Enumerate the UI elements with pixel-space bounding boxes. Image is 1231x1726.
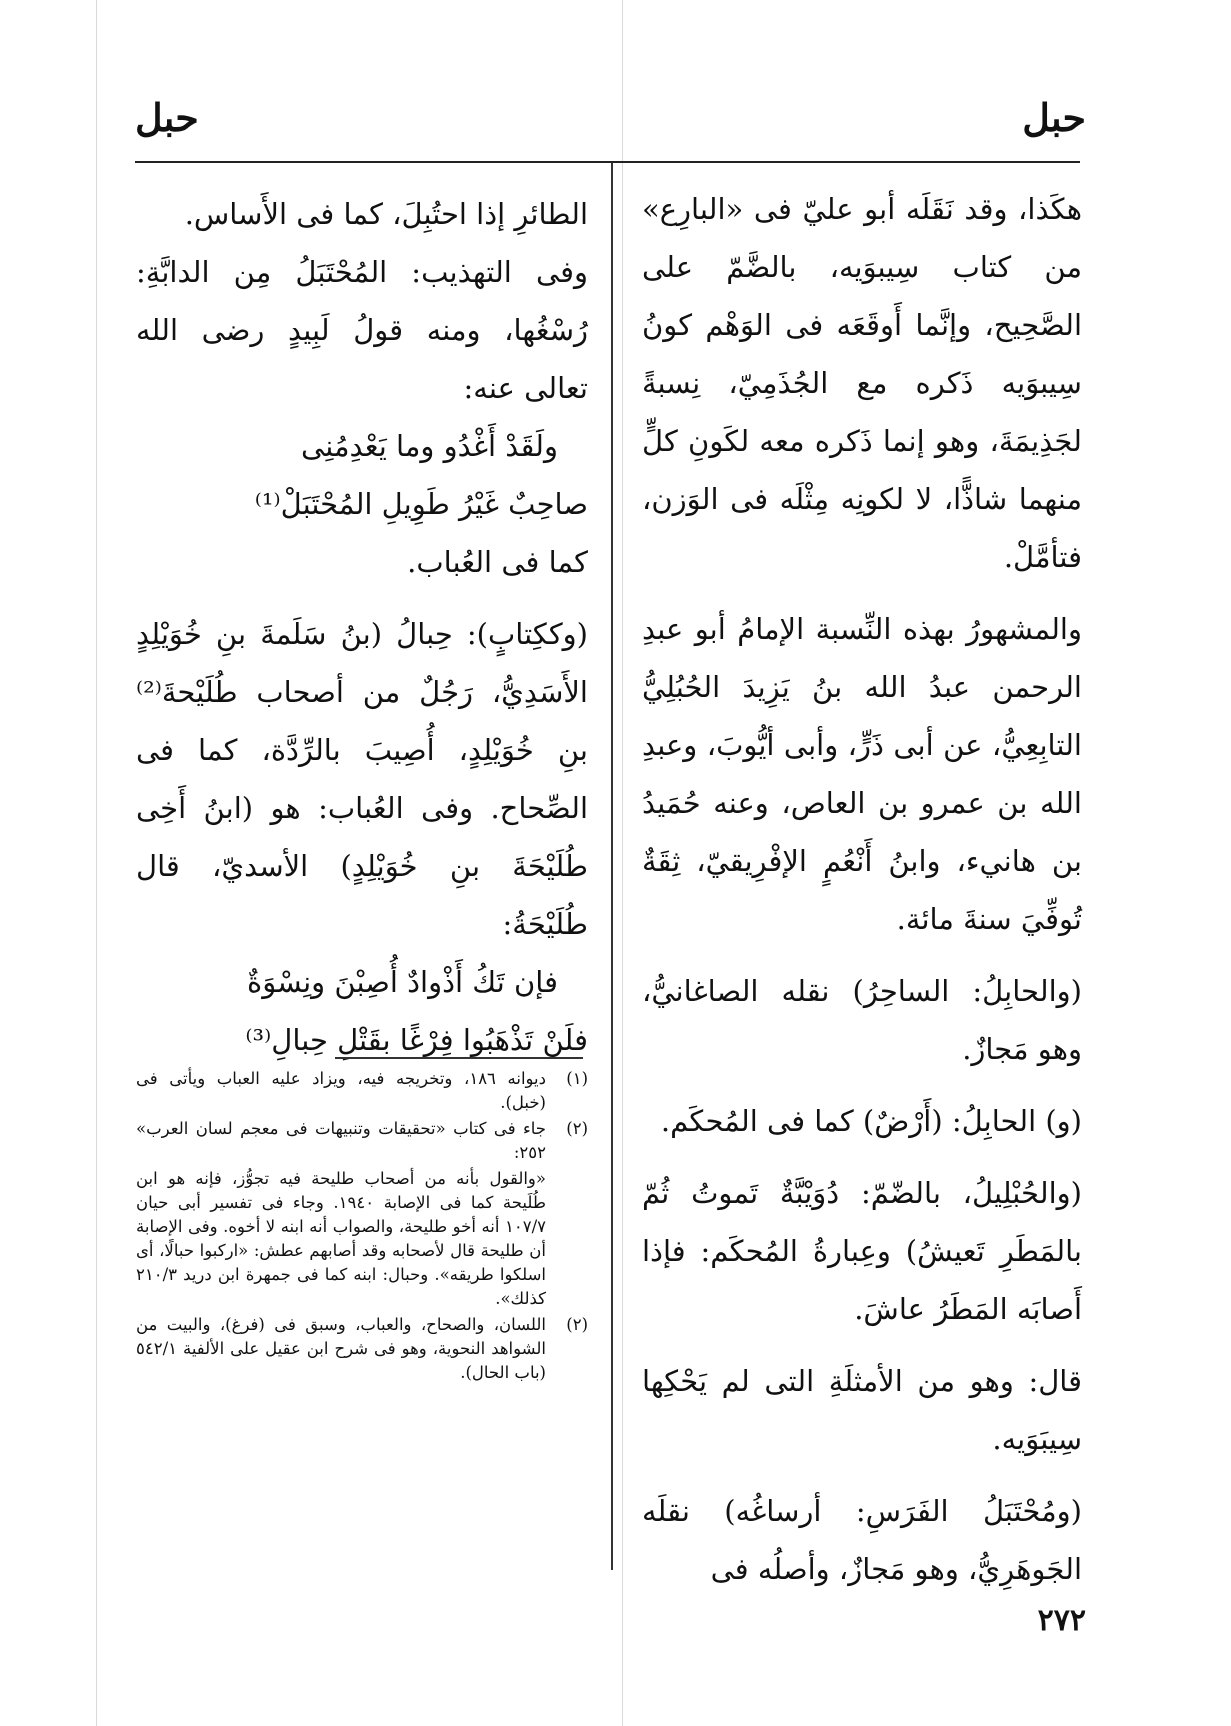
verse (136, 953, 588, 1069)
paragraph: والمشهورُ بهذه النِّسبة الإمامُ أبو عبدِ الرحمن عبدُ الله بنُ يَزِيدَ الحُبُلِيُّ التابِعِيُّ، عن أبى ذَرٍّ، وأبى أيُّوبَ، وعبدِ الله بن عمرو بن العاص، وعنه حُمَيدُ بن هانيء، وابنُ أَنْعُمٍ الإفْرِيقيّ، ثِقَةٌ تُوفِّيَ سنةَ مائة. (642, 612, 1082, 936)
footnotes (136, 1067, 588, 1387)
verse-first-hemistich: فإن تَكُ أَذْوادٌ أُصِبْنَ ونِسْوَةٌ (247, 965, 558, 999)
column-divider (611, 163, 613, 1570)
running-head-right: حبل (1022, 95, 1086, 140)
footnote-text: جاء فى كتاب «تحقيقات وتنبيهات فى معجم لسان العرب» ٢٥٢: (136, 1119, 546, 1162)
running-head-left: حبل (135, 95, 199, 140)
footnote-number (546, 1167, 588, 1311)
footnote (136, 1067, 588, 1115)
footnote-number: (٢) (566, 1119, 588, 1138)
left-column (136, 185, 588, 1069)
verse (136, 417, 588, 533)
page-number: ٢٧٢ (1037, 1603, 1086, 1638)
footnote-number: (١) (566, 1069, 588, 1088)
footnote-text: «والقول بأنه من أصحاب طليحة فيه تجوُّز، فإنه هو ابن طُلَيحة كما فى الإصابة ١٩٤٠. وجاء فى تفسير أبى حيان ١٠٧/٧ أنه أخو طليحة، والصواب أنه ابنه لا أخوه. وفى الإصابة أن طليحة قال لأصحابه وقد أصابهم عطش: «اركبوا حبالًا، أى اسلكوا طريقه». وحبال: ابنه كما فى جمهرة ابن دريد ٢١٠/٣ كذلك». (136, 1169, 546, 1308)
verse-second-hemistich: صاحِبٌ غَيْرُ طَوِيلِ المُحْتَبَلْ⁽¹⁾ (254, 487, 588, 521)
footnote-rule (335, 1057, 583, 1059)
paragraph: (والحابِلُ: الساحِرُ) نقله الصاغانيُّ، وهو مَجازٌ. (642, 974, 1082, 1066)
footnote-text: ديوانه ١٨٦، وتخريجه فيه، ويزاد عليه العباب ويأتى فى (خبل). (136, 1069, 546, 1112)
footnote-number: (٢) (566, 1315, 588, 1334)
paragraph: وفى التهذيب: المُحْتَبَلُ مِن الدابَّةِ: رُسْغُها، ومنه قولُ لَبِيدٍ رضى الله تعالى عنه: (136, 255, 588, 405)
footnote (136, 1313, 588, 1385)
paragraph: (وككِتابٍ): حِبالُ (بنُ سَلَمةَ بنِ خُوَيْلِدٍ الأَسَدِيُّ، رَجُلٌ من أصحاب طُلَيْحةَ⁽²⁾ بنِ خُوَيْلِدٍ، أُصِيبَ بالرِّدَّة، كما فى الصِّحاح. وفى العُباب: هو (ابنُ أَخِى طُلَيْحَةَ بنِ خُوَيْلِدٍ) الأسديّ، قال طُلَيْحَةُ: (136, 617, 588, 941)
paragraph: قال: وهو من الأمثلَةِ التى لم يَحْكِها سِيبَوَيه. (642, 1364, 1082, 1456)
paragraph: (ومُحْتَبَلُ الفَرَسِ: أرساغُه) نقلَه الجَوهَرِيُّ، وهو مَجازٌ، وأصلُه فى (642, 1494, 1082, 1586)
scan-margin-line (96, 0, 97, 1726)
paragraph: الطائرِ إذا احتُبِلَ، كما فى الأَساس. (184, 197, 588, 231)
verse-second-hemistich: فلَنْ تَذْهَبُوا فِرْغًا بقَتْلِ حِبالِ⁽³⁾ (245, 1023, 588, 1057)
right-column (642, 180, 1082, 1598)
footnote (136, 1117, 588, 1165)
scan-fold-line (622, 0, 623, 1726)
header-rule (135, 161, 1080, 163)
paragraph: كما فى العُباب. (407, 545, 588, 579)
footnote-quote (136, 1167, 588, 1311)
paragraph: هكَذا، وقد نَقَلَه أبو عليّ فى «البارِع» من كتاب سِيبوَيه، بالضَّمّ على الصَّحِيح، وإنَّما أَوقَعَه فى الوَهْم كونُ سِيبوَيه ذَكره مع الجُذَمِيّ، نِسبةً لجَذِيمَةَ، وهو إنما ذَكره معه لكَونِ كلٍّ منهما شاذًّا، لا لكونِه مِثْلَه فى الوَزن، فتأمَّلْ. (642, 192, 1082, 574)
verse-first-hemistich: ولَقَدْ أَغْدُو وما يَعْدِمُنِى (301, 429, 558, 463)
paragraph: (و) الحابِلُ: (أَرْضٌ) كما فى المُحكَم. (660, 1104, 1082, 1138)
paragraph: (والحُبْلِيلُ، بالضّمّ: دُوَيْبَّةٌ تَموتُ ثُمّ بالمَطَرِ تَعيشُ) وعِبارةُ المُحكَم: فإذا أَصابَه المَطَرُ عاشَ. (642, 1176, 1082, 1326)
footnote-text: اللسان، والصحاح، والعباب، وسبق فى (فرغ)، والبيت من الشواهد النحوية، وهو فى شرح ابن عقيل على الألفية ٥٤٢/١ (باب الحال). (136, 1315, 546, 1382)
